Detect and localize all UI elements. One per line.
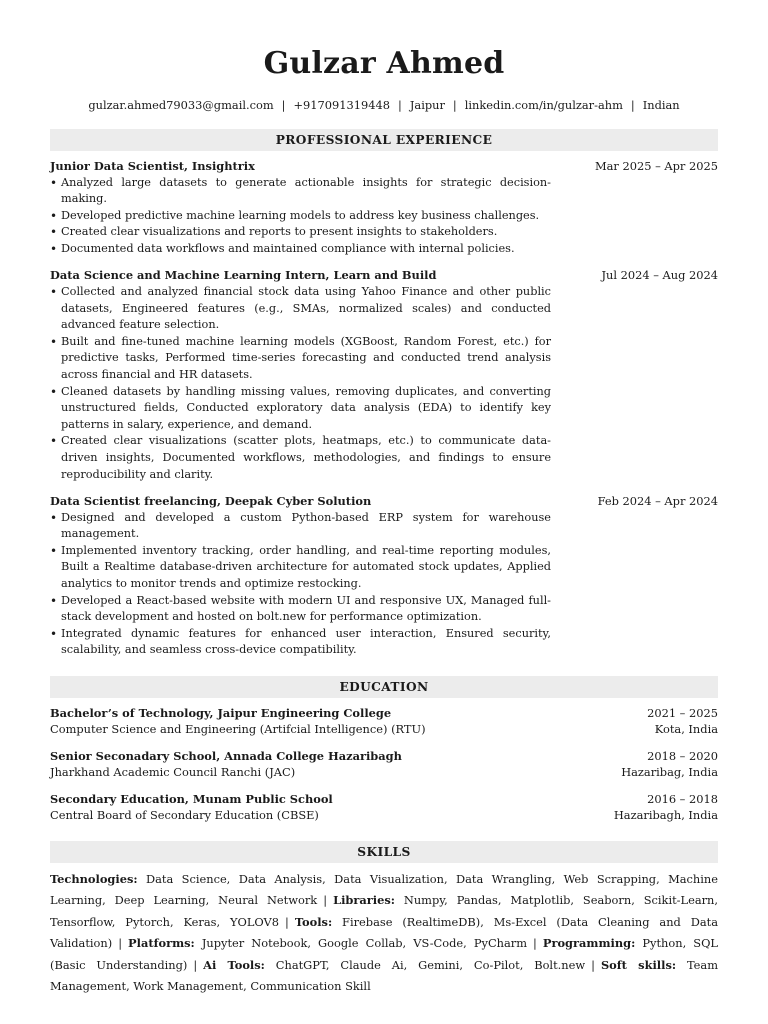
school-name: Senior Seconadary School, Annada College Hazaribagh	[50, 748, 402, 763]
skill-label: Libraries:	[333, 893, 395, 908]
contact-line	[50, 97, 718, 113]
bullet-list	[50, 284, 551, 483]
section-header-experience: PROFESSIONAL EXPERIENCE	[50, 129, 718, 151]
separator: |	[630, 98, 635, 112]
resume-page	[50, 0, 718, 998]
bullet-item: • Created clear visualizations (scatter plots, heatmaps, etc.) to communicate data-driven insights, Documented workflows, methodologies, and findings to ensure reproducibility and clarity.	[61, 433, 551, 483]
bullet-item: • Integrated dynamic features for enhanced user interaction, Ensured security, scalability, and seamless cross-device compatibility.	[61, 626, 551, 659]
bullet-item: • Designed and developed a custom Python-based ERP system for warehouse management.	[61, 510, 551, 543]
job-dates: Mar 2025 – Apr 2025	[594, 159, 718, 173]
school-location: Hazaribag, India	[621, 765, 718, 780]
school-name: Secondary Education, Munam Public School	[50, 791, 333, 806]
education-entry	[50, 705, 718, 738]
skill-label: Platforms:	[128, 936, 195, 951]
candidate-name: Gulzar Ahmed	[263, 46, 505, 81]
job-title: Junior Data Scientist, Insightrix	[50, 159, 255, 173]
separator: |	[591, 957, 595, 972]
separator: |	[533, 936, 537, 951]
skill-values: ChatGPT, Claude Ai, Gemini, Co-Pilot, Bolt.new	[275, 957, 586, 972]
school-name: Bachelor’s of Technology, Jaipur Engineering College	[50, 705, 392, 720]
separator: |	[118, 936, 123, 951]
separator: |	[323, 893, 328, 908]
bullet-item: • Cleaned datasets by handling missing values, removing duplicates, and converting unstructured fields, Conducted exploratory data analysis (EDA) to identify key patterns in salary, experience, and demand.	[61, 384, 551, 434]
skill-label: Tools:	[294, 914, 333, 929]
education-entry	[50, 748, 718, 781]
skill-values: Data Science, Data Analysis, Data Visualization, Data Wrangling, Web Scrapping, Machine Learning, Deep Learning, Neural Network	[50, 871, 718, 908]
bullet-item: • Created clear visualizations and reports to present insights to stakeholders.	[61, 224, 551, 241]
separator: |	[398, 98, 402, 112]
school-years: 2021 – 2025	[647, 705, 718, 720]
bullet-item: • Collected and analyzed financial stock data using Yahoo Finance and other public datasets, Engineered features (e.g., SMAs, normalized scales) and conducted advanced feature selection.	[61, 284, 551, 334]
skill-values: Firebase (RealtimeDB), Ms-Excel (Data Cleaning and Data Validation)	[50, 914, 718, 951]
section-header-education: EDUCATION	[50, 676, 718, 698]
education-entry	[50, 791, 718, 824]
location: Jaipur	[409, 98, 445, 112]
bullet-item: • Developed a React-based website with modern UI and responsive UX, Managed full-stack development and hosted on bolt.new for performance optimization.	[61, 593, 551, 626]
school-location: Kota, India	[654, 722, 718, 737]
skill-values: Jupyter Notebook, Google Collab, VS-Code, PyCharm	[201, 936, 528, 951]
school-location: Hazaribagh, India	[613, 808, 718, 823]
bullet-list	[50, 510, 551, 659]
job-title: Data Science and Machine Learning Intern, Learn and Build	[50, 268, 437, 283]
degree-detail: Jharkhand Academic Council Ranchi (JAC)	[50, 765, 296, 780]
separator: |	[193, 957, 198, 972]
bullet-item: • Analyzed large datasets to generate actionable insights for strategic decision-making.	[61, 175, 551, 208]
experience-entry	[50, 158, 718, 257]
degree-detail: Computer Science and Engineering (Artifcial Intelligence) (RTU)	[50, 722, 426, 737]
school-years: 2016 – 2018	[647, 791, 718, 806]
email-link[interactable]: gulzar.ahmed79033@gmail.com	[88, 98, 274, 112]
separator: |	[452, 98, 457, 112]
school-years: 2018 – 2020	[647, 748, 718, 763]
skill-values: Python, SQL (Basic Understanding)	[50, 936, 718, 972]
separator: |	[281, 98, 286, 112]
bullet-list	[50, 175, 551, 258]
bullet-item: • Built and fine-tuned machine learning models (XGBoost, Random Forest, etc.) for predictive tasks, Performed time-series forecasting and conducted trend analysis across financial and HR datasets.	[61, 334, 551, 384]
job-dates: Feb 2024 – Apr 2024	[597, 494, 718, 509]
skill-label: Programming:	[542, 936, 636, 951]
bullet-item: • Developed predictive machine learning models to address key business challenges.	[61, 208, 551, 225]
degree-detail: Central Board of Secondary Education (CBSE)	[50, 808, 319, 823]
skill-label: Technologies:	[50, 871, 138, 886]
section-header-skills: SKILLS	[50, 841, 718, 863]
phone-number: +917091319448	[293, 98, 390, 112]
skill-values: Team Management, Work Management, Communication Skill	[50, 957, 719, 994]
skills-paragraph	[50, 869, 718, 998]
separator: |	[285, 914, 289, 929]
skill-label: Soft skills:	[600, 957, 677, 972]
skill-values: Numpy, Pandas, Matplotlib, Seaborn, Scikit-Learn, Tensorflow, Pytorch, Keras, YOLOV8	[50, 893, 719, 929]
experience-entry	[50, 267, 718, 483]
skill-label: Ai Tools:	[203, 957, 265, 972]
nationality: Indian	[642, 98, 680, 112]
linkedin-link[interactable]: linkedin.com/in/gulzar-ahm	[464, 98, 623, 112]
bullet-item: • Documented data workflows and maintained compliance with internal policies.	[61, 241, 551, 258]
job-title: Data Scientist freelancing, Deepak Cyber Solution	[50, 494, 372, 509]
experience-entry	[50, 493, 718, 659]
bullet-item: • Implemented inventory tracking, order handling, and real-time reporting modules, Built a Realtime database-driven architecture for automated stock updates, Applied analytics to monitor trends and optimize restocking.	[61, 543, 551, 593]
job-dates: Jul 2024 – Aug 2024	[601, 268, 718, 283]
